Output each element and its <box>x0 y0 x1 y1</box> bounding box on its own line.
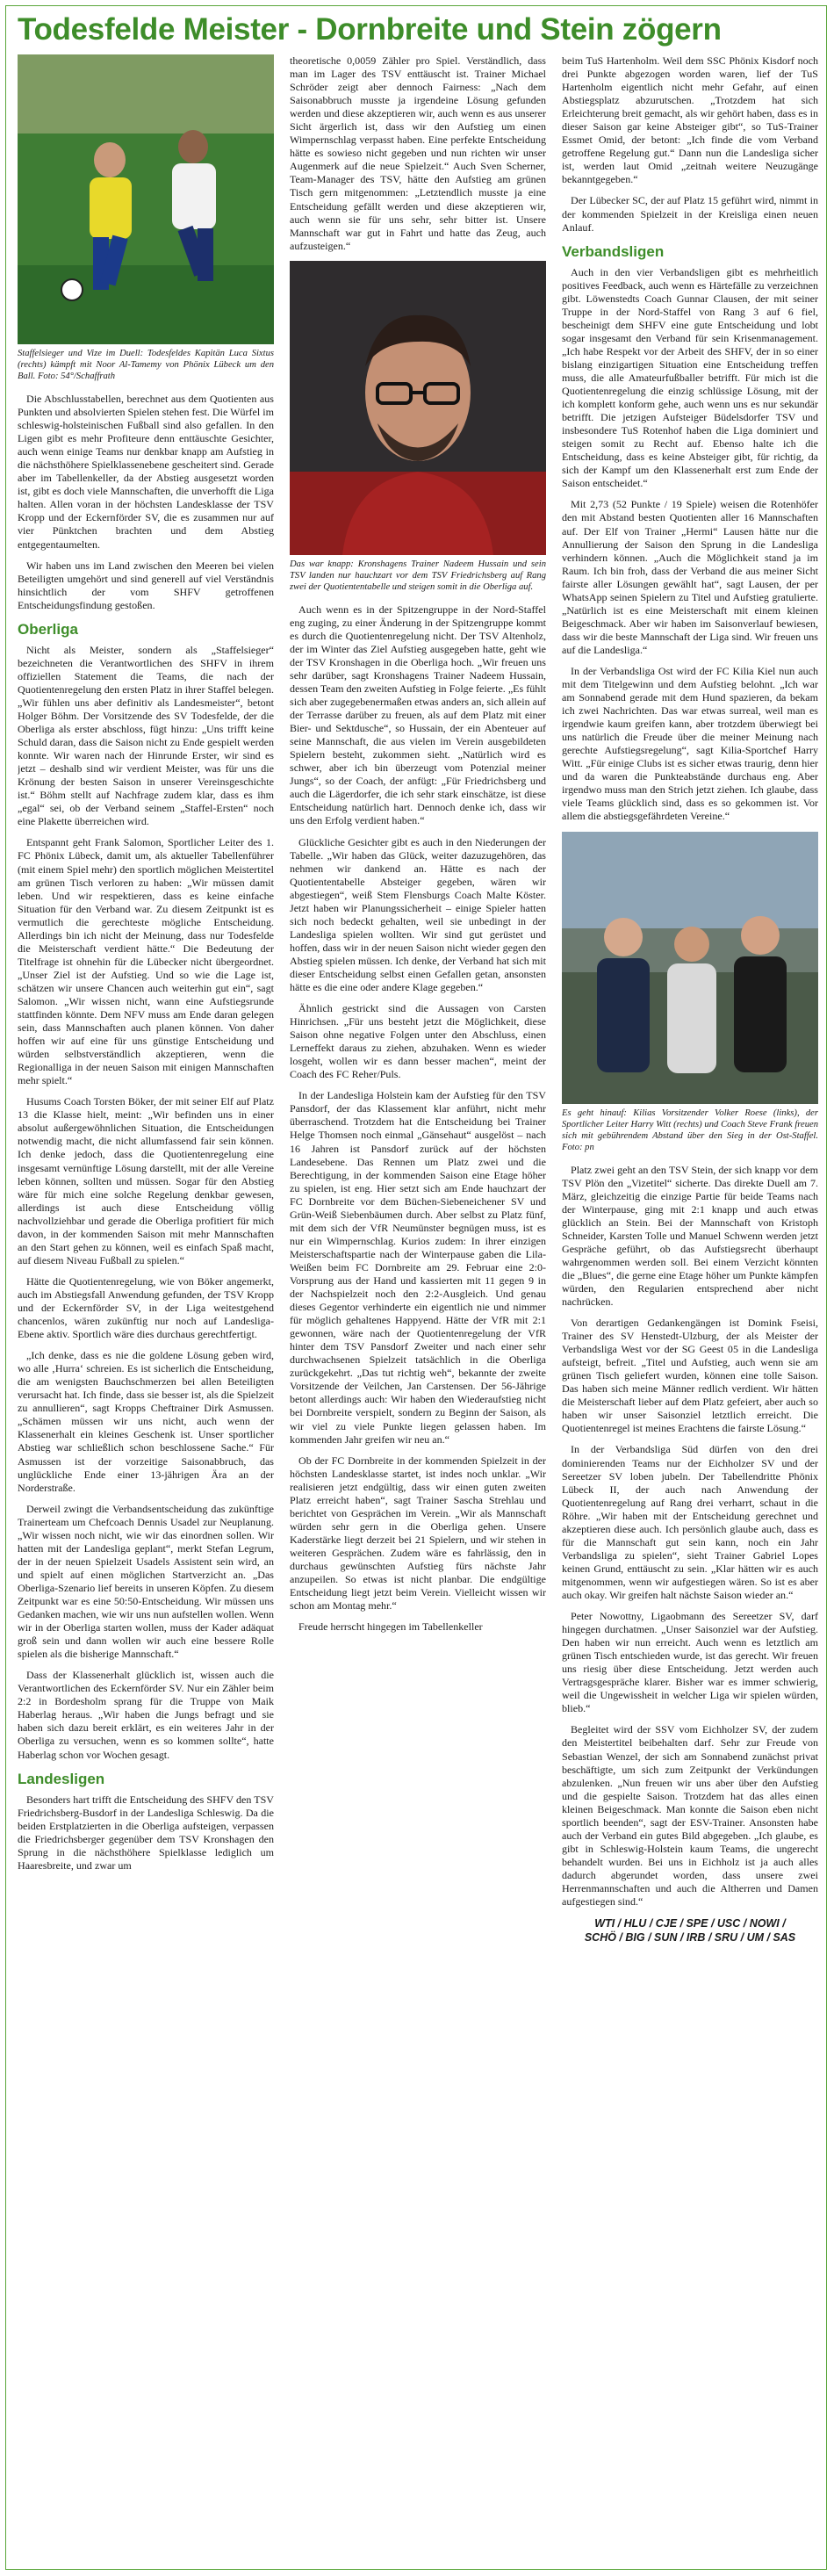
photo-coach-portrait <box>290 261 546 555</box>
paragraph: In der Landesliga Holstein kam der Aufstieg für den TSV Pansdorf, der das Klassement klar anführt, nicht mehr überraschend. Trotzdem hat die Entscheidung bei Trainer Helge Thomsen noch einmal „Gänsehaut“ ausgelöst – nach 16 Jahren ist Pansdorf zurück auf der höchsten Landesebene. Das Rennen um Platz zwei und die Berechtigung, in der kommenden Saison eine Etage höher zu spielen, ist eng. Hier setzt sich am Ende hauchzart der FC Dornbreite vor dem Büchen-Siebeneichener SV und Grün-Weiß Siebenbäumen durch. Aber selbst zu Platz fünf, mit dem sich der VfR Neumünster begnügen muss, ist es nur ein Wimpernschlag. Kurios zudem: In ihrer einzigen Meisterschaftspartie nach der Winterpause gaben die Lila-Weißen beim FC Dornbreite am 29. Februar eine 2:0-Vorsprung aus der Hand und kassierten mit 11 gegen 9 in der Nachspielzeit noch den 2:2-Ausgleich. Und genau dieses Gegentor verhinderte ein eigentlich nie und nimmer für möglich gehaltenes Happyend. Hätte der VfR mit 2:1 gewonnen, wäre nach der Quotientenregelung der VfR hinter dem TSV Pansdorf Zweiter und nach einer sehr durchwachsenen Spielzeit tatsächlich in die Oberliga zurückgekehrt. „Das tut richtig weh“, bekannte der zweite Vorsitzende der Veilchen, Jan Carstensen. Der 56-Jährige betont allerdings auch: Wir haben den Wiederaufstieg nicht bei Dornbreite verspielt, sondern zu Beginn der Saison, als wir viel zu viele Punkte liegen gelassen haben. Im kommenden Jahr greifen wir neu an.“ <box>290 1089 546 1446</box>
column-2 <box>290 54 546 2565</box>
paragraph: Von derartigen Gedankengängen ist Domink Fseisi, Trainer des SV Henstedt-Ulzburg, der als Meister der Verbandsliga West vor der SG Geest 05 in die Landesliga aufsteigt, befreit. „Titel und Aufstieg, auch wenn sie am grünen Tisch geliefert wurden, können eine tolle Saison. Das haben sich meine Männer redlich verdient. Wir hätten die Meisterschaft lieber auf dem Platz gefeiert, aber auch so haben wir unser Saisonziel letztlich erreicht. Die Quotientenregel ist meines Erachtens die fairste Lösung.“ <box>562 1317 818 1435</box>
paragraph: „Ich denke, dass es nie die goldene Lösung geben wird, wo alle ‚Hurra‘ schreien. Es ist sicherlich die Entscheidung, die am wenigsten Bauchschmerzen bei allen Beteiligten verursacht hat. Ich finde, dass sie besser ist, als die Spielzeit zu annullieren“, sagt Kropps Cheftrainer Dirk Asmussen. „Schämen müssen wir uns nicht, auch wenn der Klassenerhalt ein kleines Geschenk ist. Unser sportlicher Abstieg war schließlich schon beschlossene Sache.“ Für Asmussen ist der vorzeitige Saisonabbruch, das unglückliche Ende einer 13-jährigen Ära an der Norderstraße. <box>18 1349 274 1494</box>
photo3-caption: Es geht hinauf: Kilias Vorsitzender Volker Roese (links), der Sportlicher Leiter Harry Witt (rechts) und Coach Steve Frank freuen sich mit gebührendem Abstand über den Sieg in der Ost-Staffel. Foto: pn <box>562 1108 818 1152</box>
officials-illustration <box>562 832 818 1104</box>
person-right-icon <box>734 916 787 1072</box>
paragraph: Auch in den vier Verbandsligen gibt es mehrheitlich positives Feedback, auch wenn es Härtefälle zu verzeichnen gibt. Löwenstedts Coach Gunnar Clausen, der mit seiner Truppe in der Nord-Staffel von Rang 3 auf 6 fiel, bescheinigt dem SHFV eine gute Entscheidung und lobt sogar insgesamt den Verband für sein Krisenmanagement. „Ich habe Respekt vor der Arbeit des SHFV, der in so einer bislang einzigartigen Situation eine Entscheidung treffen muss, die alle Amateurfußballer betrifft. Für mich ist die Quotientenregelung die einzig schlüssige Lösung, mit der ich komplett konform gehe, auch wenn uns es nur sekundär betrifft. Die jetzigen Aufsteiger Büdelsdorfer TSV und insbesondere TuS Rotenhof haben die Liga dominiert und steigen somit zu Recht auf. Ebenso halte ich die Entscheidung, dass es keine Absteiger gibt, für richtig, da sich der Kampf um den Klassenerhalt erst zum Ende der Saison entscheidet.“ <box>562 265 818 490</box>
coach-portrait-illustration <box>290 261 546 555</box>
column-3 <box>562 54 818 2565</box>
paragraph: Entspannt geht Frank Salomon, Sportlicher Leiter des 1. FC Phönix Lübeck, damit um, als aktueller Tabellenführer (mit einem Spiel mehr) den sportlich möglichen Meistertitel am grünen Tisch verloren zu haben: „Wir müssen damit leben. Und wir respektieren, dass es keine einfache Situation für den Verband war. Zu diesem Zeitpunkt ist es vermutlich die gerechteste mögliche Entscheidung. Allerdings bin ich nicht der Meinung, dass nur Todesfelde die Meisterschaft verdient hätte.“ Die Bedeutung der Titelfrage ist ohnehin für die Lübecker nicht übergeordnet. „Unser Ziel ist der Aufstieg. Und so wie die Lage ist, schätzen wir unsere Chancen auch weiterhin gut ein“, sagt Salomon. „Wir wissen nicht, wann eine Aufstiegsrunde stattfinden könnte. Dem NFV muss am Ende daran gelegen sein, dass Mannschaften auch planen können. Von daher hoffen wir auf eine für uns günstige Entscheidung und würden selbstverständlich akzeptieren, wenn die Regionalliga in der neuen Saison mit einigen Mannschaften mehr spielt.“ <box>18 836 274 1087</box>
paragraph: Platz zwei geht an den TSV Stein, der sich knapp vor dem TSV Plön den „Vizetitel“ sicherte. Das direkte Duell am 7. März, gleichzeitig die einzige Partie für beide Teams nach der Winterpause, ging mit 2:1 knapp und auch etwas glücklich an Stein. Bei der Mannschaft von Kristoph Schneider, Karsten Tolle und Manuel Schwenn werden jetzt Gespräche geführt, ob das Aufstiegsrecht überhaupt wahrgenommen werden soll. Bei einem Verzicht könnten die „Blues“, die gerne eine Etage höher um Punkte kämpfen würden, den Regularien entsprechend aber nicht nachrücken. <box>562 1163 818 1308</box>
photo-kilia-officials <box>562 832 818 1104</box>
photo2-caption: Das war knapp: Kronshagens Trainer Nadeem Hussain und sein TSV landen nur hauchzart vor dem TSV Friedrichsberg auf Rang zwei der Quotiententabelle und steigen somit in die Oberliga auf. <box>290 559 546 592</box>
paragraph: Die Abschlusstabellen, berechnet aus dem Quotienten aus Punkten und absolvierten Spielen stehen fest. Die Würfel im schleswig-holsteinischen Fußball sind also gefallen. In den Ligen gibt es mehr Profiteure denn enttäuschte Gesichter, auch wenn einige Teams nur denkbar knapp am Aufstieg in die nächsthöhere Spielklassenebene gescheitert sind. Gerade aber im Tabellenkeller, da der Abstieg ausgesetzt worden ist, gibt es doch viele Mannschaften, die unverhofft die Liga halten. Allen voran in der höchsten Landesklasse der TSV Kropp und der Eckernförder SV, die es zusammen nur auf vier Pünktchen brachten und dem Abstieg entgegentaumelten. <box>18 393 274 551</box>
paragraph: Begleitet wird der SSV vom Eichholzer SV, der zudem den Meistertitel beibehalten darf. Sehr zur Freude von Sebastian Wenzel, der sich am Sonnabend zunächst privat beschäftigte, um sich zum Zeitpunkt der Verkündungen abzulenken. „Nun freuen wir uns aber über den Aufstieg und die gespielte Saison. Trotzdem hat das alles einen kleinen Beigeschmack. Man konnte die Saison eben nicht sportlich beenden“, sagt der ESV-Trainer. Ansonsten habe auch der Verband ein gutes Bild abgegeben. „Ich glaube, es gibt in Schleswig-Holstein kaum Teams, die ungerecht behandelt wurden. Bei uns in Eichholz ist ja auch alles dadurch abgerundet worden, dass unsere zwei Herrenmannschaften und auch die Altherren und Damen aufgestiegen sind.“ <box>562 1723 818 1909</box>
paragraph: Glückliche Gesichter gibt es auch in den Niederungen der Tabelle. „Wir haben das Glück, weiter dazuzugehören, das nehmen wir dankend an. Hätte es nach der Quotiententabelle Absteiger gegeben, wären wir abgestiegen“, weiß Stem Flensburgs Coach Malte Köster. Jetzt haben wir Planungssicherheit – einige Spieler hatten sich noch bedeckt gehalten, weil sie unbedingt in der Landesliga spielen wollten. Wir sind gut gerüstet und hoffen, dass wir in der neuen Saison nicht wieder gegen den Abstieg spielen müssen. Ich denke, der Verband hat sich mit dieser Entscheidung selbst einen Gefallen getan, ansonsten hätte es die eine oder andere Klage gegeben.“ <box>290 835 546 994</box>
author-signature <box>562 1916 818 1945</box>
soccer-duel-illustration <box>18 54 274 344</box>
paragraph: In der Verbandsliga Süd dürfen von den drei dominierenden Teams nur der Eichholzer SV und der Sereetzer SV loben jubeln. Der Tabellendritte Phönix Lübeck II, der auch nach Anwendung der Quotientenregelung auf Rang drei verharrt, schaut in die Röhre. „Wir haben mit der Entscheidung gerechnet und akzeptieren diese auch. Ich persönlich glaube auch, dass es für die Mannschaft gut sein kann, noch ein Jahr Verbandsliga zu spielen“, sieht Trainer Gabriel Lopes keinen Grund, enttäuscht zu sein. „Klar hätten wir es auch mitgenommen, wenn wir aufgestiegen wären. So ist es aber auch okay. Wir greifen halt nächste Saison wieder an.“ <box>562 1443 818 1601</box>
section-heading-landesligen: Landesligen <box>18 1770 105 1787</box>
paragraph: Dass der Klassenerhalt glücklich ist, wissen auch die Verantwortlichen des Eckernförder SV. Nur ein Zähler beim 2:2 in Bordesholm sprang für die Truppe von Maik Haberlag heraus. „Wir haben die Jungs befragt und sie haben sich dazu bereit erklärt, es ein weiteres Jahr in der Oberliga zu versuchen, wenn es so kommen sollte“, hatte Haberlag schon vor Wochen gesagt. <box>18 1669 274 1761</box>
paragraph: Nicht als Meister, sondern als „Staffelsieger“ bezeichneten die Verantwortlichen des SHFV in ihrem offiziellen Statement die Teams, die nach der Quotientenregelung den ersten Platz in ihrer Staffel belegen. „Wir fühlen uns aber definitiv als Landesmeister“, betont Holger Böhm. Der Vorsitzende des SV Todesfelde, der die Oberliga als erster abschloss, fügt hinzu: „Uns trifft keine Schuld daran, dass die Saison nicht zu Ende gespielt werden konnte. Wir waren nach der Hinrunde Erster, wir sind es jetzt – deshalb sind wir verdient Meister, was für uns die Krönung der besten Saison in unserer Vereinsgeschichte ist.“ Böhm stellt auf Nachfrage zudem klar, dass es ihm „egal“ sei, ob der Verband seinem „Staffel-Ersten“ noch eine Plakette überreichen wird. <box>18 643 274 828</box>
paragraph: Auch wenn es in der Spitzengruppe in der Nord-Staffel eng zuging, zu einer Änderung in der Spitzengruppe kommt es durch die Quotientenregelung nicht. Der TSV Altenholz, der im Winter das Ziel Aufstieg ausgegeben hatte, geht wie der TSV Kronshagen in die Oberliga hoch. „Wir freuen uns sehr darüber, sagt Kronshagens Trainer Nadeem Hussain, dessen Team den zweiten Aufstieg in Folge feierte. „Es fühlt sich aber zugegebenermaßen etwas anders an, sich allein auf der Terrasse darüber zu freuen, als auf dem Platz mit einer Bier- und Sektdusche“, so Hussain, der ein Abenteuer auf seine Mannschaft, die aus vielen im Verein ausgebildeten Spielern besteht, zukommen sieht. „Natürlich wird es schwer, aber ich bin überzeugt vom Potenzial meiner Jungs“, so der Coach, der anfügt: „Für Friedrichsberg und auch die Lägerdorfer, die ich sehr stark einschätze, ist diese Entscheidung natürlich hart. Dennoch denke ich, dass wir uns den Erfolg verdient haben.“ <box>290 603 546 827</box>
paragraph: Peter Nowottny, Ligaobmann des Sereetzer SV, darf hingegen durchatmen. „Unser Saisonziel war der Aufstieg. Den haben wir nun erreicht. Auch wenn es letztlich am grünen Tisch entschieden wurde, ist das gerecht. Wir freuen uns riesig über diese Entscheidung. Jetzt werden auch Vertragsgespräche klarer. Bisher war es immer schwierig, weil die Ungewissheit in welcher Liga wir spielen würden, blieb.“ <box>562 1610 818 1715</box>
author-signature-line: SCHÖ / BIG / SUN / IRB / SRU / UM / SAS <box>584 1931 796 1945</box>
paragraph: beim TuS Hartenholm. Weil dem SSC Phönix Kisdorf noch drei Punkte abgezogen worden waren, lief der TuS Hartenholm eigentlich nicht mehr Gefahr, auf einen Abstiegsplatz abzurutschen. „Trotzdem hat sich Erleichterung breit gemacht, als wir gehört haben, dass es in dieser Saison gar keine Absteiger gibt“, so TuS-Trainer Essmet Omid, der betont: „Ich finde die vom Verband getroffene Regelung gut.“ Dann nun die Landesliga sicher ist, werden laut Omid „zeitnah weitere Neuzugänge bekanntgegeben.“ <box>562 54 818 186</box>
section-heading-oberliga: Oberliga <box>18 620 78 638</box>
paragraph: Hätte die Quotientenregelung, wie von Böker angemerkt, auch im Abstiegsfall Anwendung gefunden, der TSV Kropp und der Eckernförder SV, in der Liga weitestgehend chancenlos, wären zukünftig nur noch auf Landesliga-Ebene aktiv. Sportlich wäre dies durchaus gerechtfertigt. <box>18 1274 274 1341</box>
paragraph: Wir haben uns im Land zwischen den Meeren bei vielen Beteiligten umgehört und sind generell auf viel Verständnis hinsichtlich der vom SHFV getroffenen Entscheidungsfindung gestoßen. <box>18 559 274 611</box>
paragraph: Besonders hart trifft die Entscheidung des SHFV den TSV Friedrichsberg-Busdorf in der Landesliga Schleswig. Da die beiden Erstplatzierten in die Oberliga aufsteigen, verpassen die Friedrichsberger gegenüber dem TSV Kronshagen den Sprung in die nächsthöhere Spielklasse lediglich um Haaresbreite, und zwar um <box>18 1793 274 1872</box>
paragraph: Derweil zwingt die Verbandsentscheidung das zukünftige Trainerteam um Chefcoach Dennis Usadel zur Neuplanung. „Wir wissen noch nicht, wie wir das einordnen sollen. Wir hatten mit der Landesliga geplant“, merkt Stefan Legrum, der in der neuen Spielzeit Usadels Assistent sein wird, an und spielt auf einen möglichen Startverzicht an. „Das Oberliga-Szenario lief bereits in unseren Köpfen. Zu diesem Zeitpunkt war es eine 50:50-Entscheidung. Wir müssen uns Gedanken machen, wie wir uns nun aufstellen wollen. Wenn wir in der Oberliga starten wollen, muss der Kader adäquat groß sein und dann wollen wir auch eine bessere Rolle spielen als die bisherige Mannschaft.“ <box>18 1502 274 1661</box>
paragraph: Der Lübecker SC, der auf Platz 15 geführt wird, nimmt in der kommenden Spielzeit in der Kreisliga einen neuen Anlauf. <box>562 194 818 234</box>
paragraph: Freude herrscht hingegen im Tabellenkeller <box>298 1620 483 1634</box>
photo1-caption: Staffelsieger und Vize im Duell: Todesfeldes Kapitän Luca Sixtus (rechts) kämpft mit Noor Al-Tamemy von Phönix Lübeck um den Ball. Foto: 54°/Schaffrath <box>18 349 274 381</box>
paragraph: Ob der FC Dornbreite in der kommenden Spielzeit in der höchsten Landesklasse startet, ist indes noch unklar. „Wir realisieren jetzt endgültig, dass wir einen guten zweiten Platz erreicht haben“, sagt Trainer Sascha Strehlau und berichtet von Gesprächen im Verein. „Wir als Mannschaft würden sehr gern in die Oberliga gehen. Unsere Kaderstärke liegt derzeit bei 21 Spielern, und wir stehen in weiteren Gesprächen. Zudem wäre es fahrlässig, den in durchaus gewünschten Aufstieg fürs nächste Jahr anzupeilen. So etwas ist nicht planbar. Die endgültige Entscheidung liegt jetzt beim Verein. Vielleicht wissen wir schon am Montag mehr.“ <box>290 1454 546 1613</box>
person-left-icon <box>597 918 650 1072</box>
section-heading-verbandsligen: Verbandsligen <box>562 242 665 260</box>
photo-soccer-duel <box>18 54 274 344</box>
paragraph: Ähnlich gestrickt sind die Aussagen von Carsten Hinrichsen. „Für uns besteht jetzt die Möglichkeit, diese Saison ohne negative Folgen unter den Abschluss, einen Lerneffekt daraus zu ziehen, abzuhaken. Wenn es wieder losgeht, wollen wir es dann besser machen“, meint der Coach des FC Reher/Puls. <box>290 1002 546 1081</box>
column-1 <box>18 54 274 2565</box>
headline: Todesfelde Meister - Dornbreite und Stein zögern <box>18 12 722 47</box>
ball-icon <box>61 279 83 300</box>
paragraph: theoretische 0,0059 Zähler pro Spiel. Verständlich, dass man im Lager des TSV enttäuscht ist. Trainer Michael Schröder zeigt aber dennoch Fairness: „Nach dem Saisonabbruch musste ja irgendeine Lösung gefunden werden und diese akzeptieren wir, auch wenn es aus unserer Sicht ärgerlich ist, dass wir den Aufstieg um einen Wimpernschlag verpasst haben. Eine perfekte Entscheidung hätte es sowieso nicht gegeben und nun richten wir unser Augenmerk auf die neue Spielzeit.“ Auch Sven Scherner, Team-Manager des TSV, hätte den Aufstieg am grünen Tisch gern mitgenommen: „Letztendlich musste ja eine Entscheidung gefällt werden und diese akzeptieren wir, auch wenn sie für uns sehr, sehr bitter ist. Unsere Mannschaft war gut in Fahrt und hatte das Zeug, auch aufzusteigen.“ <box>290 54 546 252</box>
paragraph: In der Verbandsliga Ost wird der FC Kilia Kiel nun auch mit dem Titelgewinn und dem Aufstieg belohnt. „Ich war am Sonnabend gerade mit dem Hund spazieren, da bekam ich zwei Nachrichten. Das war etwas surreal, weil man es irgendwie kaum greifen kann, aber trotzdem überwiegt bei uns natürlich die Freude über die meiner Meinung nach gerechte Aufstiegsregelung“, sagt Kilia-Sportchef Harry Witt. „Für einige Clubs ist es sicher etwas traurig, denn hier und da waren die Punkteabstände durchaus eng. Aber irgendwo muss man den Strich jetzt ziehen. Ich glaube, dass viele Teams glücklich sind, dass es so gekommen ist. Vor allem die abstiegsgefährdeten Vereine.“ <box>562 664 818 823</box>
author-signature-line: WTI / HLU / CJE / SPE / USC / NOWI / <box>594 1917 786 1930</box>
paragraph: Mit 2,73 (52 Punkte / 19 Spiele) weisen die Rotenhöfer den mit Abstand besten Quotienten aller 16 Mannschaften auf. Der Elf von Trainer „Hermi“ Lausen hätte nur die Annullierung der Saison den Sprung in die Landesliga verhindern können. „Auch die Möglichkeit stand ja im Raum. Ich bin froh, dass der Verband die aus meiner Sicht fairste aller Lösungen gewählt hat“, sagt Lausen, der per WhatsApp seinen Spielern zu Titel und Aufstieg gratulierte. „Natürlich ist es eine Meisterschaft mit einem kleinen Beigeschmack. Aber wir haben im Saisonverlauf bewiesen, dass wir die beste Mannschaft der Liga sind. Wir freuen uns auf die Landesliga.“ <box>562 498 818 656</box>
paragraph: Husums Coach Torsten Böker, der mit seiner Elf auf Platz 13 die Klasse hielt, meint: „Wir befinden uns in einer absolut außergewöhnlichen Situation, die Entscheidungen notwendig macht, die nicht allumfassend fair sein können. Ich denke jedoch, dass die Quotientenregelung eine insgesamt vernünftige Lösung darstellt, mit der alle Vereine leben können, sollten und müssen. Sogar für den Abstieg wäre für mich eine solche Regelung denkbar gewesen, allerdings ist auch diese Entscheidung völlig nachvollziehbar und gerade die Oberliga profitiert für mich davon, in der kommenden Saison mit mehr Mannschaften an den Start gehen zu können, weil es einfach Spaß macht, auf diesem Niveau Fußball zu spielen.“ <box>18 1095 274 1266</box>
